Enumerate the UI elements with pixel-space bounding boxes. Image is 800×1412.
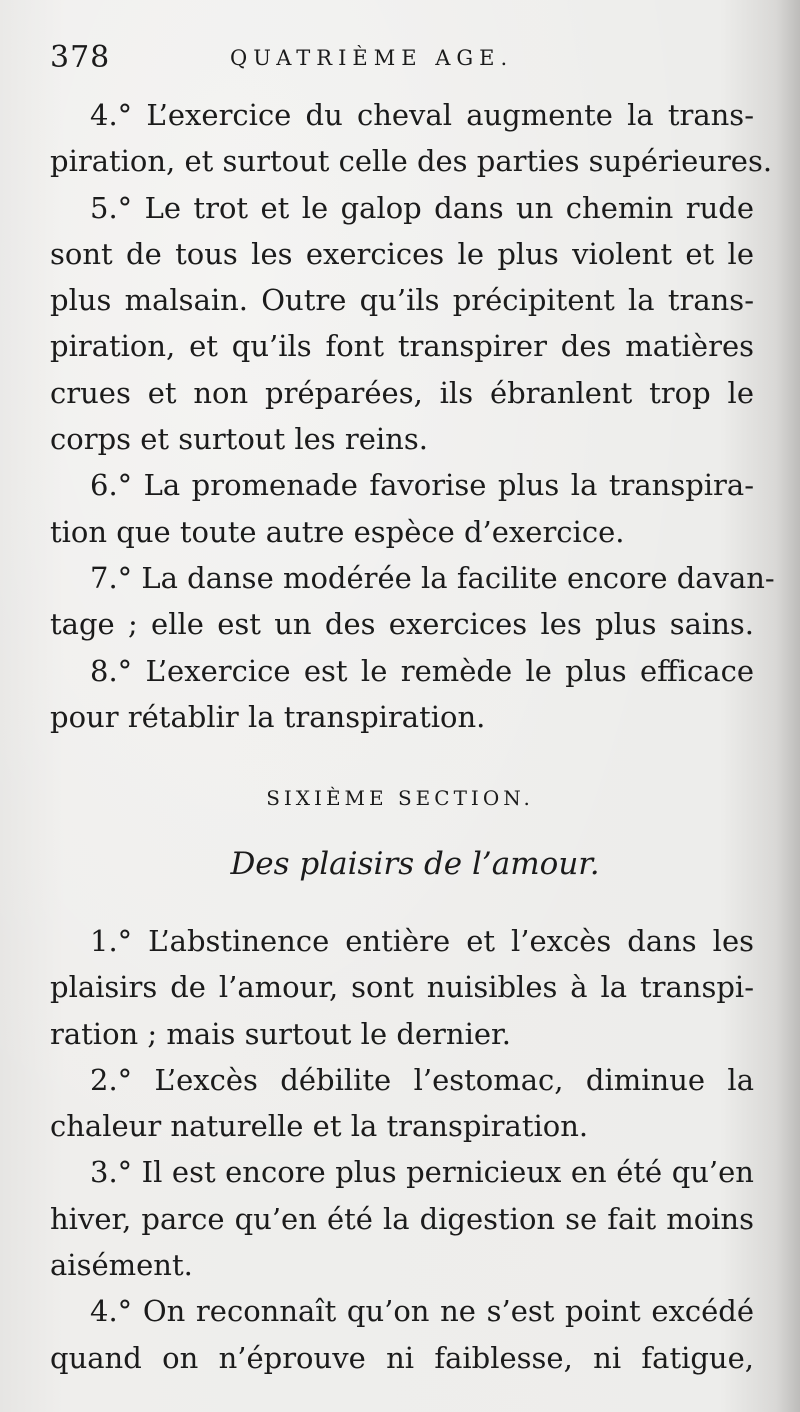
text-line: 5.° Le trot et le galop dans un chemin rude	[90, 190, 754, 225]
text-line: quand on n’éprouve ni faiblesse, ni fatigue,	[50, 1340, 754, 1375]
running-head	[50, 38, 754, 88]
text-line: 4.° L’exercice du cheval augmente la trans-	[90, 98, 754, 132]
text-line: 4.° On reconnaît qu’on ne s’est point excédé	[90, 1294, 754, 1329]
text-block-exercise	[50, 92, 775, 740]
text-line: sont de tous les exercices le plus violent et le	[50, 236, 754, 271]
text-line: crues et non préparées, ils ébranlent trop le	[50, 375, 754, 410]
text-block-love	[50, 918, 754, 1381]
text-line: 8.° L’exercice est le remède le plus efficace	[90, 653, 754, 688]
section-title: Des plaisirs de l’amour.	[230, 846, 600, 882]
text-line: ration ; mais surtout le dernier.	[50, 1016, 511, 1051]
text-line: 3.° Il est encore plus pernicieux en été qu’en	[90, 1155, 754, 1190]
text-line: 2.° L’excès débilite l’estomac, diminue la	[90, 1062, 754, 1097]
text-line: plus malsain. Outre qu’ils précipitent la trans-	[50, 283, 754, 318]
text-line: aisément.	[50, 1248, 193, 1283]
text-line: piration, et surtout celle des parties supérieures.	[50, 144, 773, 179]
text-line: hiver, parce qu’en été la digestion se fait moins	[50, 1201, 754, 1236]
text-line: plaisirs de l’amour, sont nuisibles à la transpi-	[50, 970, 754, 1005]
page-number: 378	[50, 40, 111, 75]
text-line: piration, et qu’ils font transpirer des matières	[50, 329, 754, 364]
section-label: SIXIÈME SECTION.	[266, 786, 534, 810]
text-line: chaleur naturelle et la transpiration.	[50, 1109, 589, 1144]
text-line: tion que toute autre espèce d’exercice.	[50, 514, 625, 549]
running-title: QUATRIÈME AGE.	[230, 46, 514, 70]
text-line: 7.° La danse modérée la facilite encore davan-	[90, 560, 775, 595]
text-line: pour rétablir la transpiration.	[50, 699, 486, 734]
text-line: 6.° La promenade favorise plus la transpira-	[90, 468, 754, 503]
text-line: 1.° L’abstinence entière et l’excès dans les	[90, 924, 754, 958]
text-line: corps et surtout les reins.	[50, 422, 428, 457]
text-line: tage ; elle est un des exercices les plus sains.	[50, 607, 754, 642]
